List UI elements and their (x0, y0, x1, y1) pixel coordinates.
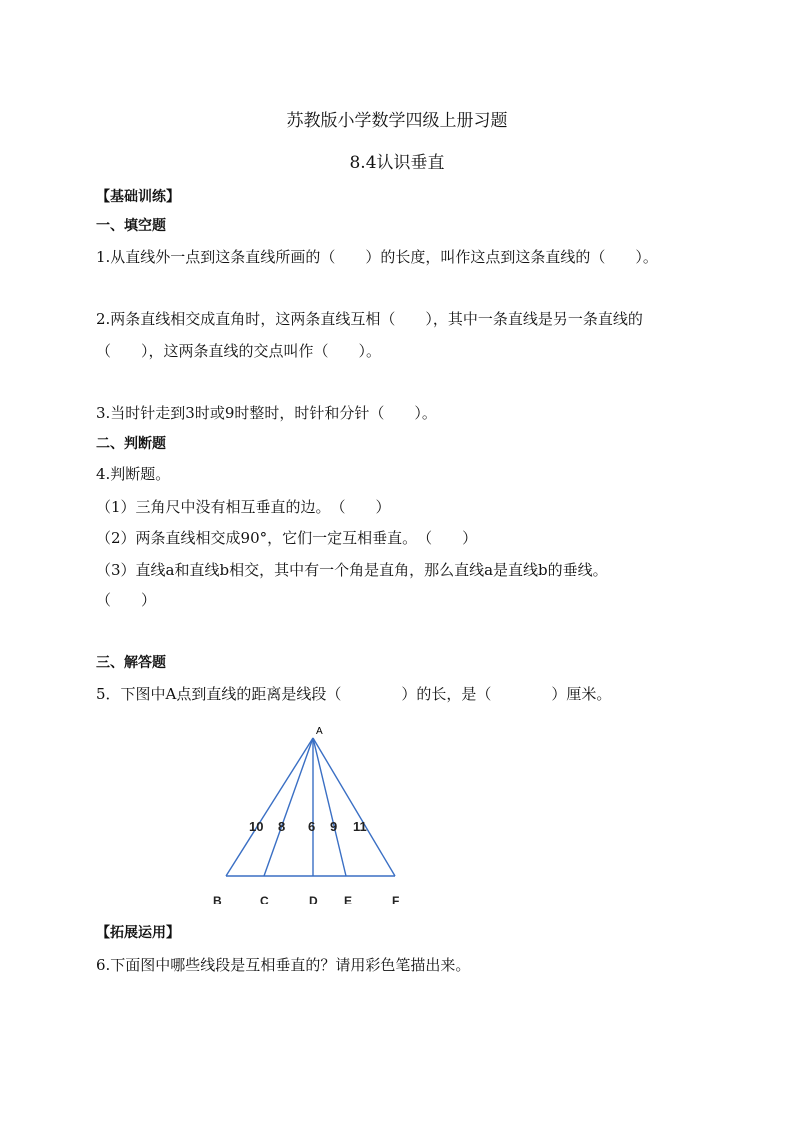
base-label-b: B (213, 894, 222, 904)
length-label-ab: 10 (249, 819, 264, 834)
question-4-item-3-line-2: （ ） (96, 591, 157, 609)
question-2-line-2: （ ），这两条直线的交点叫作（ ）。 (96, 342, 382, 360)
question-4-item-1: （1）三角尺中没有相互垂直的边。 （ ） (96, 498, 391, 516)
question-4-item-3-line-1: （3）直线a和直线b相交，其中有一个角是直角，那么直线a是直线b的垂线。 (96, 561, 608, 579)
base-label-d: D (309, 894, 318, 904)
page-subtitle: 8.4认识垂直 (349, 153, 445, 173)
length-label-ac: 8 (278, 819, 286, 834)
question-5: 5．下图中A点到直线的距离是线段（ ）的长，是（ ）厘米。 (96, 685, 612, 703)
triangle-lines (226, 738, 395, 876)
question-6: 6.下面图中哪些线段是互相垂直的？请用彩色笔描出来。 (96, 956, 471, 974)
section-judge: 二、判断题 (96, 436, 166, 452)
question-1: 1.从直线外一点到这条直线所画的（ ）的长度，叫作这点到这条直线的（ ）。 (96, 248, 658, 266)
base-label-f: F (392, 894, 400, 904)
question-3: 3.当时针走到3时或9时整时，时针和分针（ ）。 (96, 404, 437, 422)
question-4: 4.判断题。 (96, 465, 171, 483)
triangle-figure (205, 722, 415, 904)
section-answer: 三、解答题 (96, 655, 166, 671)
apex-label: A (316, 726, 323, 737)
question-2-line-1: 2.两条直线相交成直角时，这两条直线互相（ ），其中一条直线是另一条直线的 (96, 310, 643, 328)
page-title: 苏教版小学数学四级上册习题 (286, 111, 508, 131)
segment-ae (313, 738, 346, 876)
segment-ac (264, 738, 316, 876)
base-label-e: E (344, 894, 353, 904)
section-fill-blank: 一、填空题 (96, 218, 166, 234)
length-label-af: 11 (353, 819, 367, 834)
question-4-item-2: （2）两条直线相交成90°，它们一定互相垂直。 （ ） (96, 529, 478, 547)
segment-af (313, 738, 395, 876)
section-basic-training: 【基础训练】 (96, 189, 180, 205)
length-label-ae: 9 (330, 819, 338, 834)
segment-ab (226, 738, 316, 876)
length-label-ad: 6 (308, 819, 316, 834)
base-label-c: C (260, 894, 269, 904)
section-extend: 【拓展运用】 (96, 925, 180, 941)
